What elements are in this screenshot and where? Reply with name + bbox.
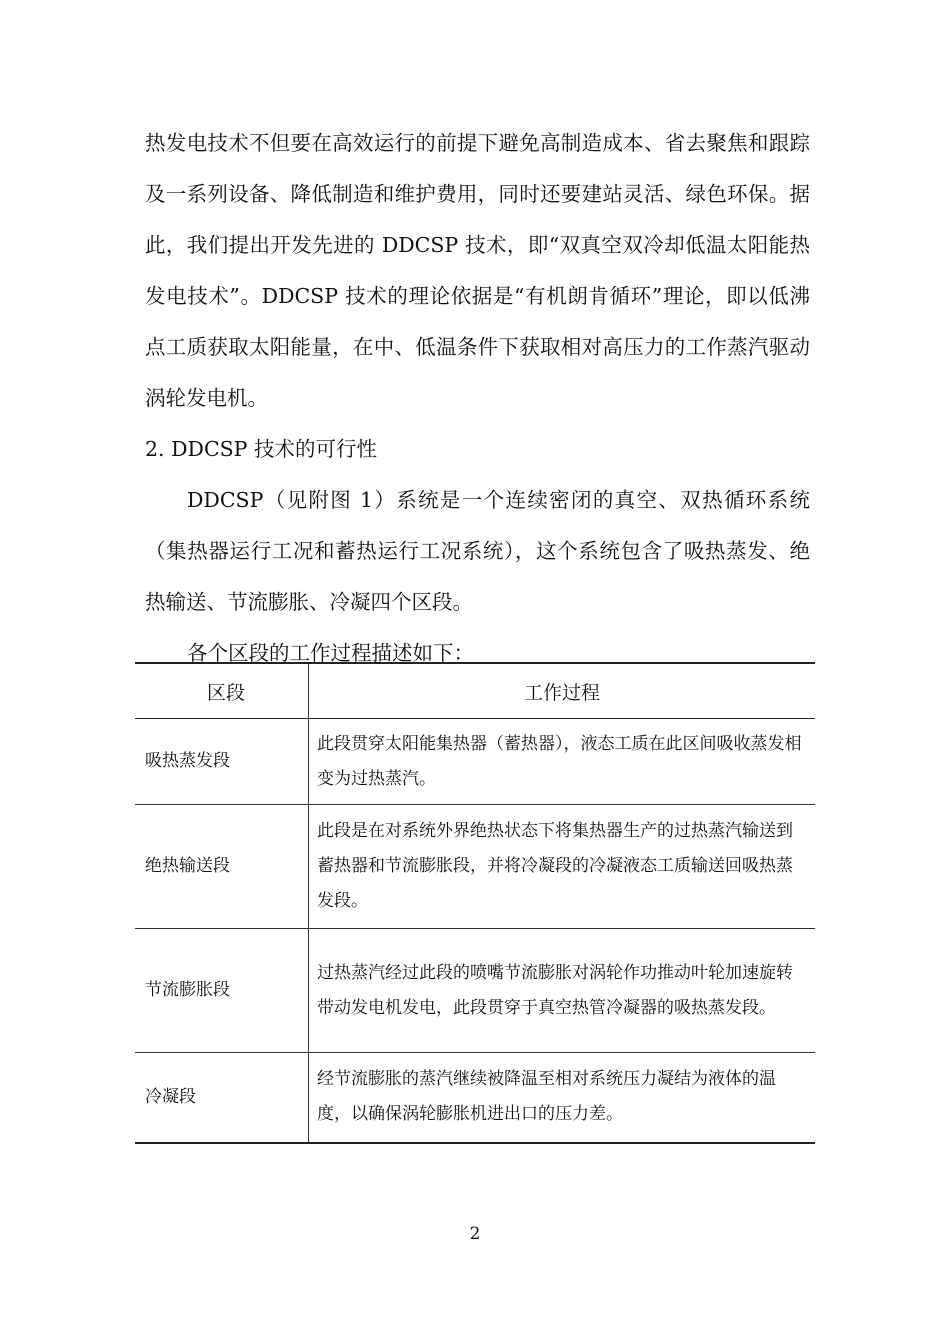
paragraph-continued: 热发电技术不但要在高效运行的前提下避免高制造成本、省去聚焦和跟踪及一系列设备、降低制造和维护费用，同时还要建站灵活、绿色环保。据此，我们提出开发先进的 DDCSP 技术，即“双真空双冷却低温太阳能热发电技术”。DDCSP 技术的理论依据是“有机朗肯循环”理论，即以低沸点工质获取太阳能量，在中、低温条件下获取相对高压力的工作蒸汽驱动涡轮发电机。 <box>145 131 810 410</box>
table-intro: 各个区段的工作过程描述如下： <box>187 641 474 665</box>
table-row <box>135 929 815 1053</box>
process-cell: 此段贯穿太阳能集热器（蓄热器），液态工质在此区间吸收蒸发相变为过热蒸汽。 <box>309 719 816 805</box>
segment-cell: 冷凝段 <box>135 1053 309 1143</box>
header-segment: 区段 <box>135 663 309 719</box>
header-process: 工作过程 <box>309 663 816 719</box>
table-header-row <box>135 663 815 719</box>
process-table <box>135 662 815 1144</box>
process-cell: 此段是在对系统外界绝热状态下将集热器生产的过热蒸汽输送到蓄热器和节流膨胀段，并将冷凝段的冷凝液态工质输送回吸热蒸发段。 <box>309 805 816 929</box>
segment-cell: 节流膨胀段 <box>135 929 309 1053</box>
segment-cell: 绝热输送段 <box>135 805 309 929</box>
table-row <box>135 805 815 929</box>
section-heading: 2. DDCSP 技术的可行性 <box>145 437 377 461</box>
segment-cell: 吸热蒸发段 <box>135 719 309 805</box>
body-text <box>145 118 810 679</box>
table-row <box>135 719 815 805</box>
process-cell: 过热蒸汽经过此段的喷嘴节流膨胀对涡轮作功推动叶轮加速旋转带动发电机发电，此段贯穿于真空热管冷凝器的吸热蒸发段。 <box>309 929 816 1053</box>
section-paragraph: DDCSP（见附图 1）系统是一个连续密闭的真空、双热循环系统（集热器运行工况和蓄热运行工况系统），这个系统包含了吸热蒸发、绝热输送、节流膨胀、冷凝四个区段。 <box>145 488 810 614</box>
table-row <box>135 1053 815 1143</box>
process-cell: 经节流膨胀的蒸汽继续被降温至相对系统压力凝结为液体的温度，以确保涡轮膨胀机进出口的压力差。 <box>309 1053 816 1143</box>
page-number: 2 <box>469 1224 481 1244</box>
